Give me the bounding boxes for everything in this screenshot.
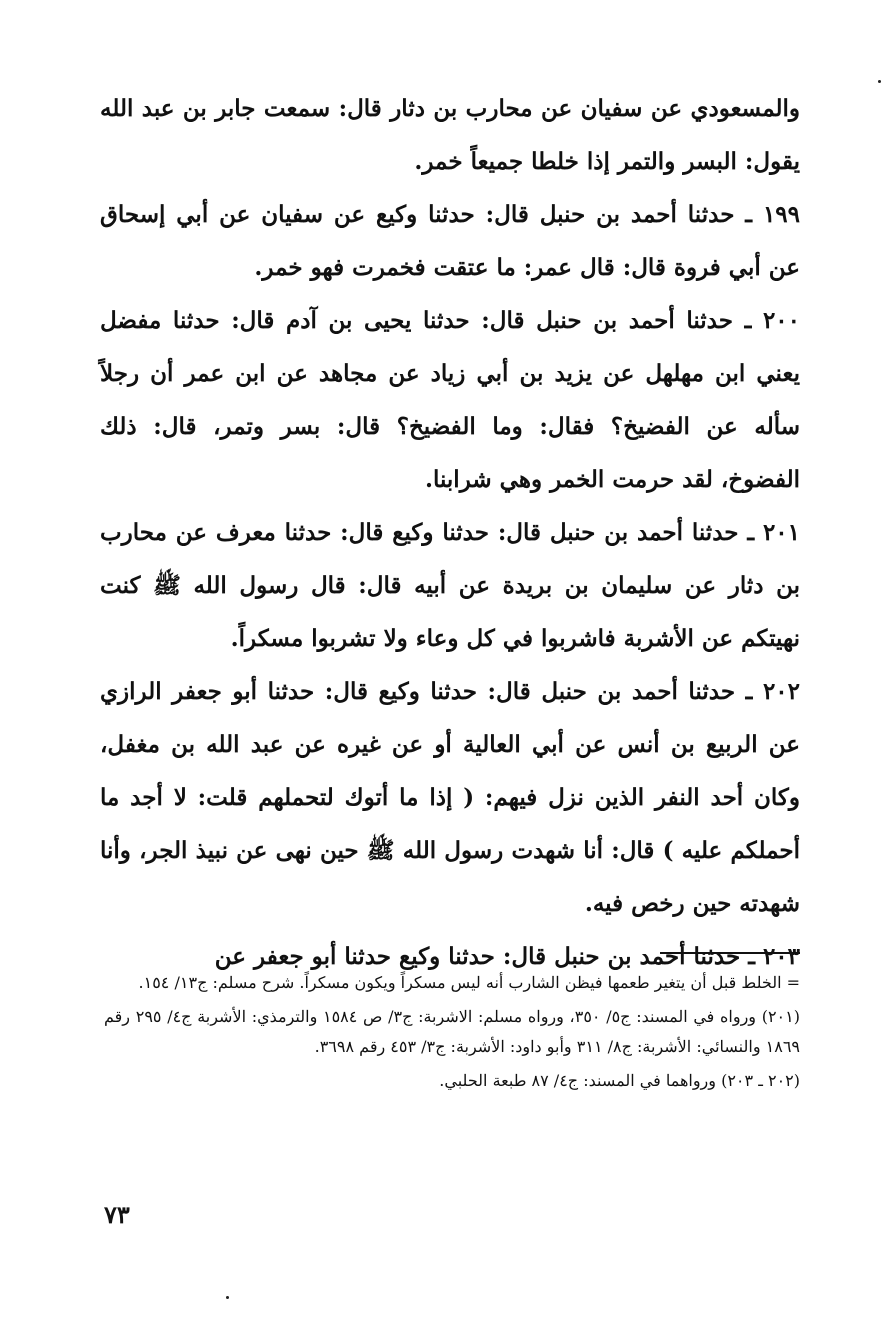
footnotes-block — [104, 968, 800, 1100]
page-number: ٧٣ — [104, 1200, 130, 1229]
scan-speck — [878, 80, 881, 83]
footnote-separator — [660, 952, 800, 954]
footnote-202-203: (٢٠٢ ـ ٢٠٣) ورواهما في المسند: ج٤/ ٨٧ طبعة الحلبي. — [439, 1071, 800, 1090]
footnote-201: (٢٠١) ورواه في المسند: ج٥/ ٣٥٠، ورواه مسلم: الاشربة: ج٣/ ص ١٥٨٤ والترمذي: الأشربة ج٤/ ٢٩٥ رقم ١٨٦٩ والنسائي: الأشربة: ج٨/ ٣١١ وأبو داود: الأشربة: ج٣/ ٤٥٣ رقم ٣٦٩٨. — [104, 1007, 800, 1056]
footnote-continuation: = الخلط قبل أن يتغير طعمها فيظن الشارب أنه ليس مسكراً ويكون مسكراً. شرح مسلم: ج١٣/ ١٥٤. — [138, 973, 800, 992]
hadith-203: ٢٠٣ ـ حدثنا أحمد بن حنبل قال: حدثنا وكيع حدثنا أبو جعفر عن — [214, 943, 800, 970]
hadith-200: ٢٠٠ ـ حدثنا أحمد بن حنبل قال: حدثنا يحيى بن آدم قال: حدثنا مفضل يعني ابن مهلهل عن يزيد بن أبي زياد عن مجاهد عن ابن عمر أن رجلاً سأله عن الفضيخ؟ فقال: وما الفضيخ؟ قال: بسر وتمر، قال: ذلك الفضوخ، لقد حرمت الخمر وهي شرابنا. — [100, 307, 800, 493]
hadith-201: ٢٠١ ـ حدثنا أحمد بن حنبل قال: حدثنا وكيع قال: حدثنا معرف عن محارب بن دثار عن سليمان بن بريدة عن أبيه قال: قال رسول الله ﷺ كنت نهيتكم عن الأشربة فاشربوا في كل وعاء ولا تشربوا مسكراً. — [100, 519, 800, 652]
main-text-block — [100, 82, 800, 983]
hadith-199: ١٩٩ ـ حدثنا أحمد بن حنبل قال: حدثنا وكيع عن سفيان عن أبي إسحاق عن أبي فروة قال: قال عمر: ما عتقت فخمرت فهو خمر. — [100, 201, 800, 281]
hadith-202: ٢٠٢ ـ حدثنا أحمد بن حنبل قال: حدثنا وكيع قال: حدثنا أبو جعفر الرازي عن الربيع بن أنس عن أبي العالية أو عن غيره عن عبد الله بن مغفل، وكان أحد النفر الذين نزل فيهم: ( إذا ما أتوك لتحملهم قلت: لا أجد ما أحملكم عليه ) قال: أنا شهدت رسول الله ﷺ حين نهى عن نبيذ الجر، وأنا شهدته حين رخص فيه. — [100, 678, 800, 917]
scan-speck — [226, 1296, 229, 1299]
paragraph-continuation: والمسعودي عن سفيان عن محارب بن دثار قال: سمعت جابر بن عبد الله يقول: البسر والتمر إذا خلطا جميعاً خمر. — [100, 95, 800, 175]
